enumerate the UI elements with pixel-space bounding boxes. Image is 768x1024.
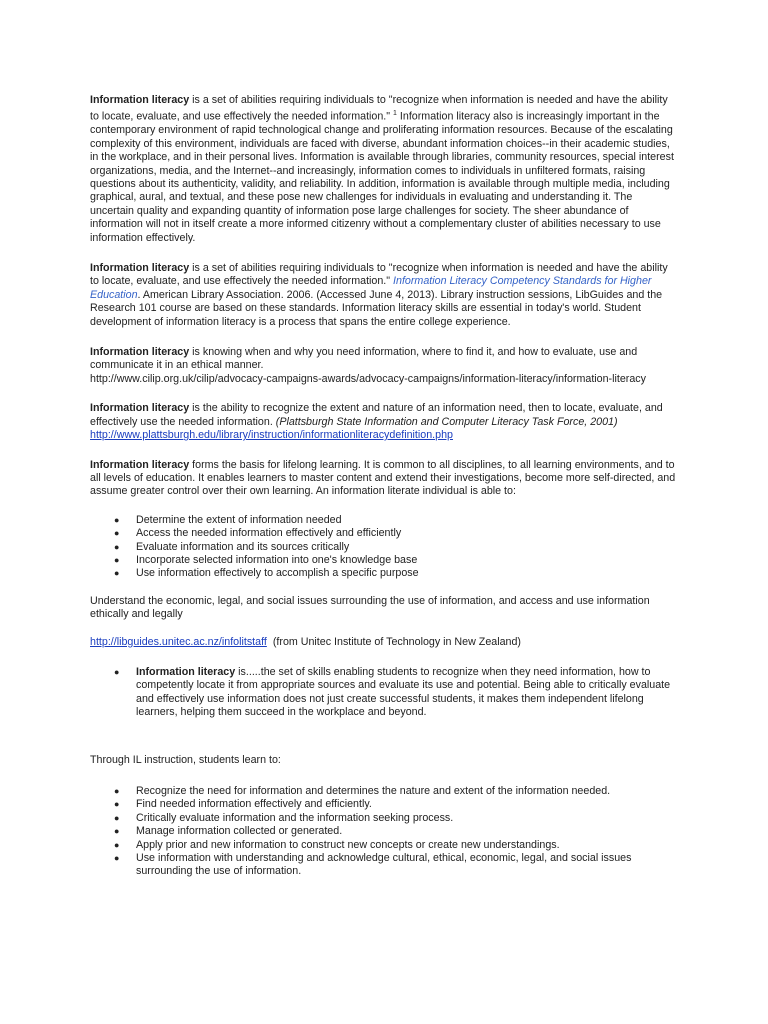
- paragraph-text: is a set of abilities requiring individuals to "recognize when information is needed and have the ability to locate, evaluate, and use effectively the needed information.": [90, 94, 668, 123]
- list-item: ● Manage information collected or generated.: [114, 825, 343, 838]
- list-item: ● Critically evaluate information and the information seeking process.: [114, 811, 454, 824]
- paragraph-text: forms the basis for lifelong learning. It is common to all disciplines, to all learning environments, and to all levels of education. It enables learners to master content and extend their investigations, become more self-directed, and assume greater control over their own learning. An information literate individual is able to:: [90, 458, 676, 498]
- unitec-definition-list: [90, 666, 678, 720]
- list-item: ● Incorporate selected information into one's knowledge base: [114, 553, 418, 566]
- term-label: Information literacy: [90, 94, 190, 106]
- unitec-source-line: [90, 636, 678, 649]
- standards-citation-link[interactable]: Information Literacy Competency Standards for Higher Education: [90, 275, 652, 301]
- list-item: ● Evaluate information and its sources critically: [114, 540, 350, 553]
- bullet-icon: ●: [114, 812, 120, 823]
- list-item: ● Determine the extent of information needed: [114, 513, 342, 526]
- student-outcomes-list: [90, 785, 678, 879]
- bullet-icon: ●: [114, 786, 120, 796]
- paragraph-lifelong-learning: [90, 459, 678, 499]
- paragraph-ala-definition: [90, 94, 678, 245]
- paragraph-cilip-definition: [90, 346, 678, 386]
- list-item: ● Access the needed information effectively and efficiently: [114, 527, 402, 540]
- list-item: ● Apply prior and new information to construct new concepts or create new understandings.: [114, 838, 560, 851]
- list-item: ● Find needed information effectively and efficiently.: [114, 798, 372, 811]
- bullet-icon: ●: [114, 666, 120, 677]
- unitec-link[interactable]: http://libguides.unitec.ac.nz/infolitstaff: [90, 635, 267, 648]
- paragraph-text: Information literacy also is increasingly important in the contemporary environment of rapid technological change and proliferating information resources. Because of the escalating complexity of this environment, individuals are faced with diverse, abundant information choices--in their academic studies, in the workplace, and in their personal lives. Information is available through libraries, community resources, special interest organizations, media, and the Internet--and increasingly, information comes to individuals in unfiltered formats, raising questions about its authenticity, validity, and reliability. In addition, information is available through multiple media, including graphical, aural, and textual, and these pose new challenges for individuals in evaluating and understanding it. The uncertain quality and expanding quantity of information pose large challenges for society. The sheer abundance of information will not in itself create a more informed citizenry without a complementary cluster of abilities necessary to use information effectively.: [90, 110, 674, 244]
- list-item: ● Recognize the need for information and determines the nature and extent of the information needed.: [114, 785, 611, 797]
- term-label: Information literacy: [136, 665, 236, 678]
- paragraph-plattsburgh-definition: [90, 402, 678, 442]
- bullet-icon: ●: [114, 514, 120, 525]
- plattsburgh-citation: (Plattsburgh State Information and Computer Literacy Task Force, 2001): [275, 415, 618, 428]
- term-label: Information literacy: [90, 346, 190, 359]
- list-item: ● Use information with understanding and acknowledge cultural, ethical, economic, legal, and social issues surrounding the use of information.: [114, 852, 632, 878]
- paragraph-ala-standards: [90, 262, 678, 329]
- paragraph-text: . American Library Association. 2006. (Accessed June 4, 2013). Library instruction sessions, LibGuides and the Research 101 course are based on these standards. Information literacy skills are essential in today's world. Student development of information literacy is a process that spans the entire college experience.: [90, 288, 663, 328]
- term-label: Information literacy: [90, 262, 190, 275]
- bullet-icon: ●: [114, 554, 120, 565]
- paragraph-text: is a set of abilities requiring individuals to "recognize when information is needed and have the ability to locate, evaluate, and use effectively the needed information.": [90, 262, 668, 288]
- list-item: ● Use information effectively to accomplish a specific purpose: [114, 567, 419, 580]
- plattsburgh-link[interactable]: http://www.plattsburgh.edu/library/instruction/informationliteracydefinition.php: [90, 429, 453, 442]
- abilities-list: [90, 514, 678, 581]
- paragraph-text: is knowing when and why you need information, where to find it, and how to evaluate, use and communicate it in an ethical manner.: [90, 346, 638, 372]
- bullet-icon: ●: [114, 541, 120, 552]
- through-il-intro: Through IL instruction, students learn to:: [90, 753, 281, 766]
- bullet-icon: ●: [114, 826, 120, 837]
- paragraph-text: is the ability to recognize the extent and nature of an information need, then to locate, evaluate, and effectively use the needed information.: [90, 402, 663, 428]
- term-label: Information literacy: [90, 458, 190, 471]
- footnote-marker[interactable]: 1: [393, 110, 397, 118]
- bullet-icon: ●: [114, 839, 120, 850]
- paragraph-issues: Understand the economic, legal, and social issues surrounding the use of information, and access and use information ethically and legally: [90, 594, 650, 621]
- bullet-icon: ●: [114, 568, 120, 579]
- unitec-source-text: (from Unitec Institute of Technology in New Zealand): [272, 635, 521, 648]
- bullet-icon: ●: [114, 853, 120, 864]
- term-label: Information literacy: [90, 402, 190, 415]
- cilip-url: http://www.cilip.org.uk/cilip/advocacy-campaigns-awards/advocacy-campaigns/information-literacy/information-literacy: [90, 372, 646, 385]
- document-page: [90, 94, 678, 879]
- bullet-icon: ●: [114, 799, 120, 810]
- list-item: ● Information literacy is.....the set of skills enabling students to recognize when they need information, how to competently locate it from appropriate sources and evaluate its use and potential. Being able to critically evaluate and effectively use information does not just create successful students, it makes them independent lifelong learners, helping them succeed in the workplace and beyond.: [114, 665, 671, 719]
- bullet-icon: ●: [114, 528, 120, 539]
